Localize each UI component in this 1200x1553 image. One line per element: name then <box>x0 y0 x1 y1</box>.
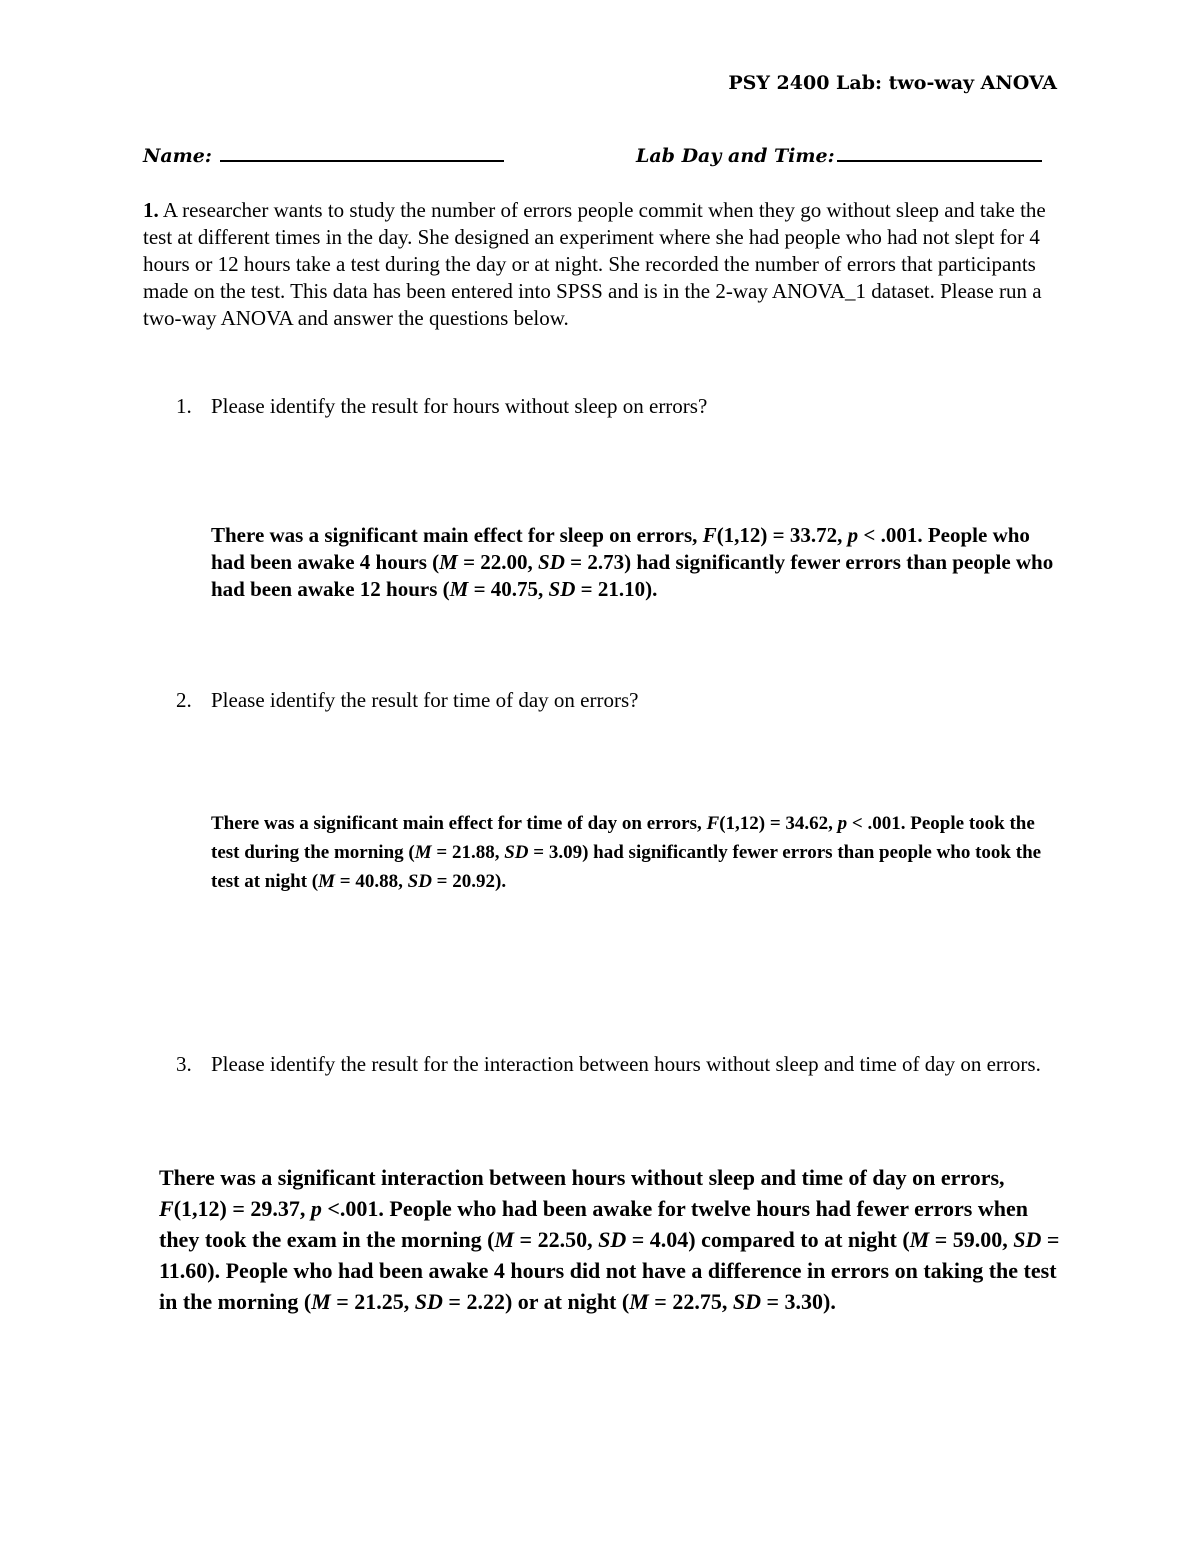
lab-day-time-blank-line <box>837 144 1042 162</box>
answer-3 <box>159 1162 1064 1317</box>
question-2 <box>176 685 1056 716</box>
answer-text-run: There was a significant main effect for time of day on errors, <box>211 813 707 834</box>
stat-symbol: M <box>439 550 458 574</box>
stat-symbol: SD <box>414 1289 443 1314</box>
stat-symbol: F <box>702 523 717 547</box>
answer-text-run: = 21.25, <box>330 1289 415 1314</box>
answer-2 <box>211 809 1061 896</box>
stat-symbol: SD <box>407 871 432 892</box>
answer-text-run: = 20.92). <box>431 871 507 892</box>
answer-text-run: = 11.60). People who had been awake 4 hours did not have a difference in errors on taking the test in the morning ( <box>159 1227 1060 1314</box>
problem-number: 1. <box>143 198 159 222</box>
question-3-number: 3. <box>176 1052 192 1076</box>
question-2-number: 2. <box>176 688 192 712</box>
stat-symbol: SD <box>732 1289 761 1314</box>
problem-text: A researcher wants to study the number of errors people commit when they go without sleep and take the test at different times in the day. She designed an experiment where she had people who had not slept for 4 hours or 12 hours take a test during the day or at night. She recorded the number of errors that participants made on the test. This data has been entered into SPSS and is in the 2-way ANOVA_1 dataset. Please run a two-way ANOVA and answer the questions below. <box>143 198 1046 330</box>
answer-text-run: = 40.75, <box>468 577 549 601</box>
stat-symbol: M <box>318 871 336 892</box>
stat-symbol: M <box>909 1227 930 1252</box>
stat-symbol: M <box>629 1289 649 1314</box>
stat-symbol: M <box>311 1289 331 1314</box>
answer-text-run: (1,12) = 34.62, <box>719 813 838 834</box>
stat-symbol: SD <box>548 577 576 601</box>
stat-symbol: SD <box>598 1227 627 1252</box>
stat-symbol: SD <box>1013 1227 1042 1252</box>
stat-symbol: M <box>494 1227 515 1252</box>
answer-text-run: There was a significant main effect for sleep on errors, <box>211 523 703 547</box>
answer-text-run: There was a significant interaction between hours without sleep and time of day on errors, <box>159 1165 1005 1190</box>
answer-text-run: = 4.04) compared to at night ( <box>626 1227 910 1252</box>
lab-day-time-label: Lab Day and Time: <box>636 145 835 167</box>
answer-text-run: = 22.00, <box>457 550 539 574</box>
question-3 <box>176 1049 1056 1080</box>
answer-text-run: < .001. People took the test during the morning ( <box>211 813 1035 863</box>
question-1-text: Please identify the result for hours without sleep on errors? <box>211 394 708 418</box>
stat-symbol: p <box>310 1196 322 1221</box>
answer-text-run: = 2.73) had significantly fewer errors than people who had been awake 12 hours ( <box>211 550 1054 601</box>
answer-text-run: = 3.30). <box>760 1289 836 1314</box>
document-title: PSY 2400 Lab: two-way ANOVA <box>728 72 1057 94</box>
answer-text-run: < .001. People who had been awake 4 hours ( <box>211 523 1030 574</box>
stat-symbol: M <box>449 577 469 601</box>
question-1 <box>176 391 1056 422</box>
answer-text-run: (1,12) = 29.37, <box>173 1196 311 1221</box>
question-3-text: Please identify the result for the interaction between hours without sleep and time of day on errors. <box>211 1052 1041 1076</box>
answer-text-run: = 3.09) had significantly fewer errors than people who took the test at night ( <box>211 842 1042 892</box>
answer-text-run: (1,12) = 33.72, <box>716 523 848 547</box>
answer-text-run: <.001. People who had been awake for twelve hours had fewer errors when they took the exam in the morning ( <box>159 1196 1028 1252</box>
answer-text-run: = 21.10). <box>575 577 658 601</box>
answer-1 <box>211 522 1061 603</box>
name-field <box>143 144 504 167</box>
answer-text-run: = 22.75, <box>648 1289 733 1314</box>
problem-intro <box>143 197 1063 332</box>
name-label: Name: <box>143 145 212 167</box>
answer-text-run: = 59.00, <box>929 1227 1014 1252</box>
lab-day-time-field <box>636 144 1042 167</box>
stat-symbol: F <box>706 813 720 834</box>
stat-symbol: p <box>837 813 848 834</box>
name-blank-line <box>220 144 504 162</box>
question-2-text: Please identify the result for time of day on errors? <box>211 688 639 712</box>
stat-symbol: SD <box>538 550 565 574</box>
answer-text-run: = 22.50, <box>514 1227 599 1252</box>
stat-symbol: M <box>414 842 432 863</box>
stat-symbol: p <box>847 523 859 547</box>
stat-symbol: F <box>159 1196 174 1221</box>
answer-text-run: = 40.88, <box>335 871 408 892</box>
answer-text-run: = 21.88, <box>431 842 505 863</box>
stat-symbol: SD <box>504 842 529 863</box>
answer-text-run: = 2.22) or at night ( <box>442 1289 630 1314</box>
question-1-number: 1. <box>176 394 192 418</box>
